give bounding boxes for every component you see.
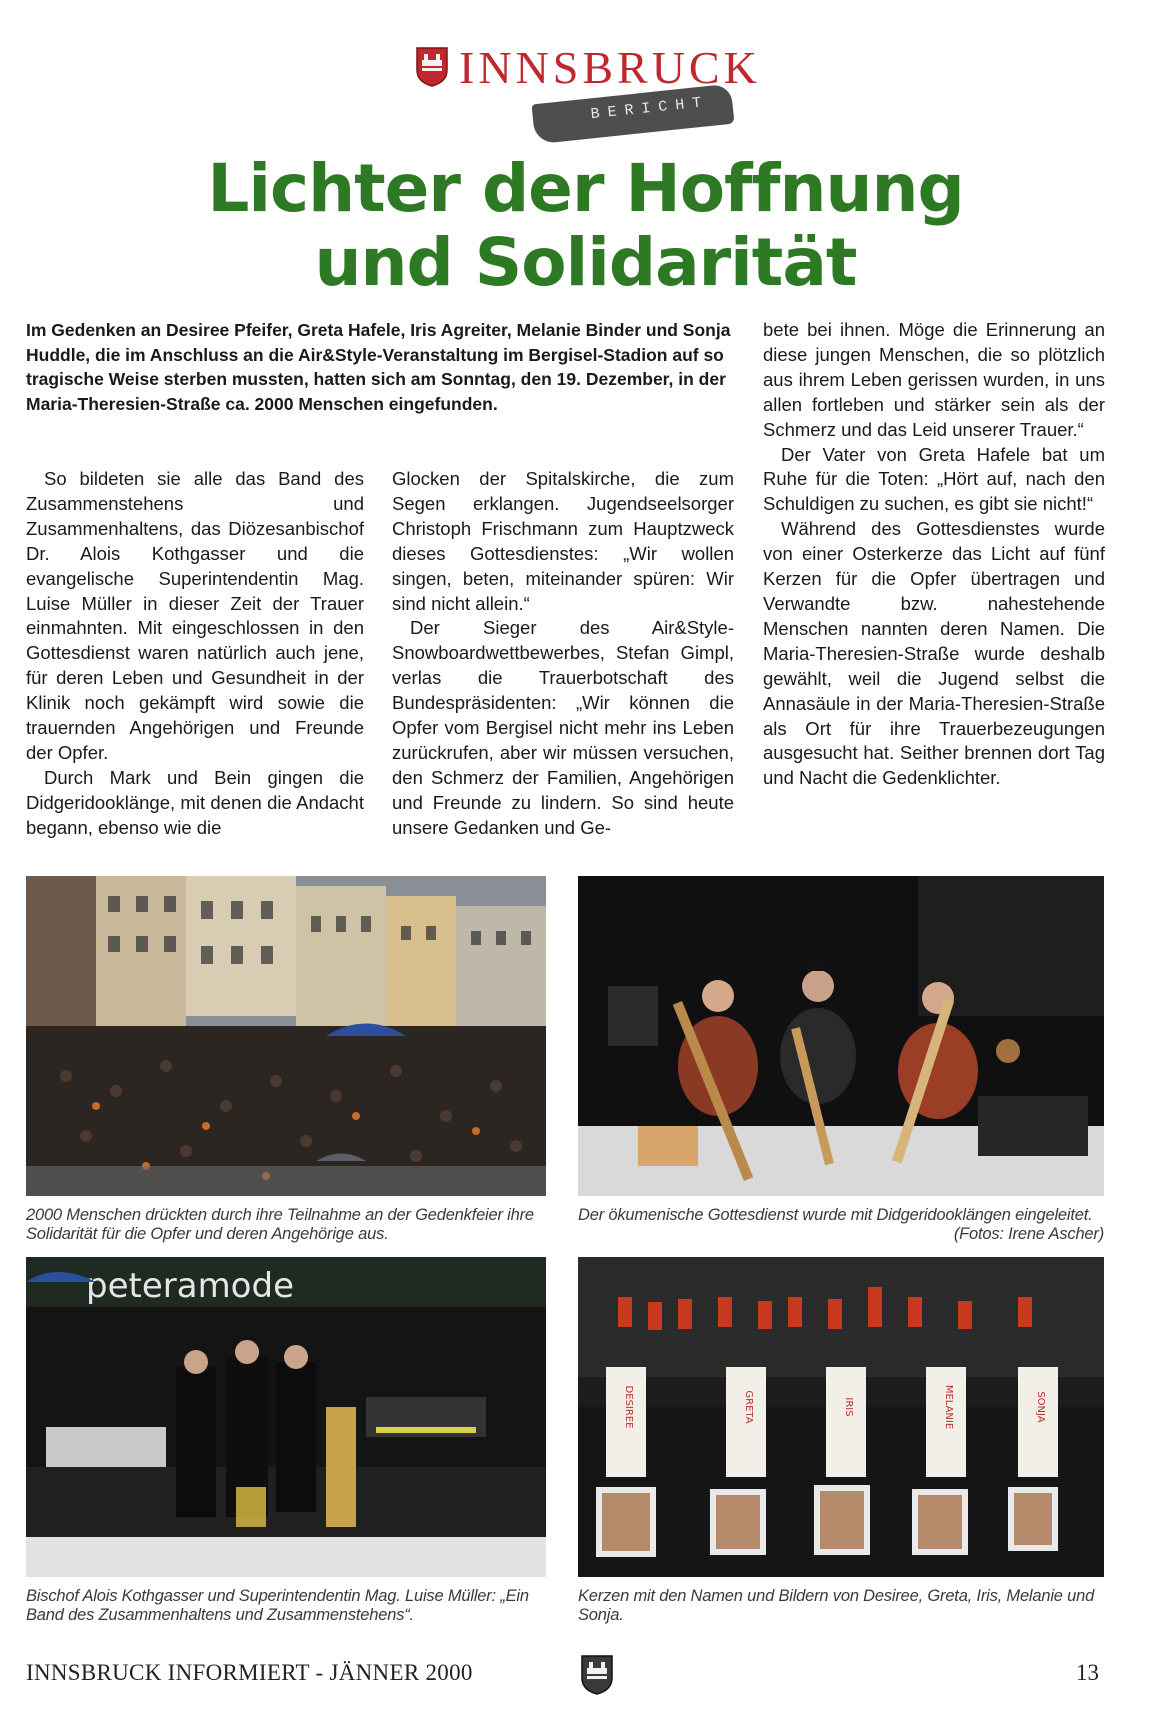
caption-bishop: Bischof Alois Kothgasser und Superintendentin Mag. Luise Müller: „Ein Band des Zusammenhaltens und Zusammenstehens“. <box>26 1587 529 1624</box>
paragraph: Der Vater von Greta Hafele bat um Ruhe für die Toten: „Hört auf, nach den Schuldigen zu suchen, es gibt sie nicht!“ <box>763 443 1105 515</box>
candle-name: MELANIE <box>943 1384 954 1430</box>
candle-name: DESIREE <box>623 1385 634 1429</box>
photo-credit: (Fotos: Irene Ascher) <box>953 1225 1104 1243</box>
body-column-3 <box>763 318 1105 791</box>
page-number: 13 <box>1076 1660 1099 1685</box>
innsbruck-crest-icon <box>415 46 449 88</box>
paragraph: Der Sieger des Air&Style-Snowboardwettbewerbes, Stefan Gimpl, verlas die Trauerbotschaft des Bundespräsidenten: „Wir können die Opfer vom Bergisel nicht mehr ins Leben zurückrufen, aber wir müssen versuchen, den Schmerz der Familien, Angehörigen und Freunde zu lindern. So sind heute unsere Gedanken und Ge- <box>392 617 734 838</box>
caption-crowd: 2000 Menschen drückten durch ihre Teilnahme an der Gedenkfeier ihre Solidarität für die Opfer und deren Angehörige aus. <box>26 1206 534 1243</box>
caption-didgeridoo-text: Der ökumenische Gottesdienst wurde mit Didgeridooklängen eingeleitet. <box>578 1206 1093 1224</box>
candle-name: SONJA <box>1035 1391 1046 1423</box>
title-line-1: Lichter der Hoffnung <box>207 150 964 227</box>
paragraph: Glocken der Spitalskirche, die zum Segen erklangen. Jugendseelsorger Christoph Frischmann zum Hauptzweck dieses Gottesdienstes: „Wir wollen singen, beten, miteinander spüren: Wir sind nicht allein.“ <box>392 468 734 614</box>
photo-crowd <box>26 876 546 1196</box>
article-title <box>0 152 1171 300</box>
masthead-brand: INNSBRUCK <box>459 42 761 93</box>
masthead <box>415 40 761 140</box>
store-sign-text: peteramode <box>86 1266 294 1306</box>
photo-bishop <box>26 1257 546 1577</box>
paragraph: Durch Mark und Bein gingen die Didgeridooklänge, mit denen die Andacht begann, ebenso wie die <box>26 766 364 838</box>
paragraph: Während des Gottesdienstes wurde von einer Osterkerze das Licht auf fünf Kerzen für die Opfer übertragen und Verwandte bzw. nahestehende Menschen nannten deren Namen. Die Maria-Theresien-Straße wurde deshalb gewählt, weil die Jugend selbst die Annasäule in der Maria-Theresien-Straße als Ort für ihre Trauerbezeugungen ausgesucht hat. Seither brennen dort Tag und Nacht die Gedenklichter. <box>763 518 1105 789</box>
photo-didgeridoo <box>578 876 1104 1196</box>
body-column-1 <box>26 467 364 841</box>
body-column-2 <box>392 467 734 841</box>
article-lead: Im Gedenken an Desiree Pfeifer, Greta Hafele, Iris Agreiter, Melanie Binder und Sonja Huddle, die im Anschluss an die Air&Style-Veranstaltung im Bergisel-Stadion auf so tragische Weise sterben mussten, hatten sich am Sonntag, den 19. Dezember, in der Maria-Theresien-Straße ca. 2000 Menschen eingefunden. <box>26 320 731 414</box>
footer-publication: INNSBRUCK INFORMIERT - JÄNNER 2000 <box>26 1660 473 1685</box>
photo-candles <box>578 1257 1104 1577</box>
masthead-sub: BERICHT <box>589 93 711 124</box>
paragraph: bete bei ihnen. Möge die Erinnerung an diese jungen Menschen, die so plötzlich aus ihrem Leben gerissen wurden, in uns allen fortleben und stärker sein als der Schmerz und das Leid unserer Trauer.“ <box>763 319 1105 440</box>
caption-candles: Kerzen mit den Namen und Bildern von Desiree, Greta, Iris, Melanie und Sonja. <box>578 1587 1095 1624</box>
paragraph: So bildeten sie alle das Band des Zusammenstehens und Zusammenhaltens, das Diözesanbischof Dr. Alois Kothgasser und die evangelische Superintendentin Mag. Luise Müller in dieser Zeit der Trauer einmahnten. Mit eingeschlossen in den Gottesdienst waren natürlich auch jene, für deren Leben und Gesundheit in der Klinik noch gekämpft wird sowie die trauernden Angehörigen und Freunde der Opfer. <box>26 468 364 763</box>
title-line-2: und Solidarität <box>314 224 857 301</box>
candle-name: GRETA <box>743 1390 754 1424</box>
innsbruck-crest-icon <box>580 1654 614 1696</box>
caption-didgeridoo <box>578 1206 1104 1244</box>
candle-name: IRIS <box>843 1397 854 1417</box>
